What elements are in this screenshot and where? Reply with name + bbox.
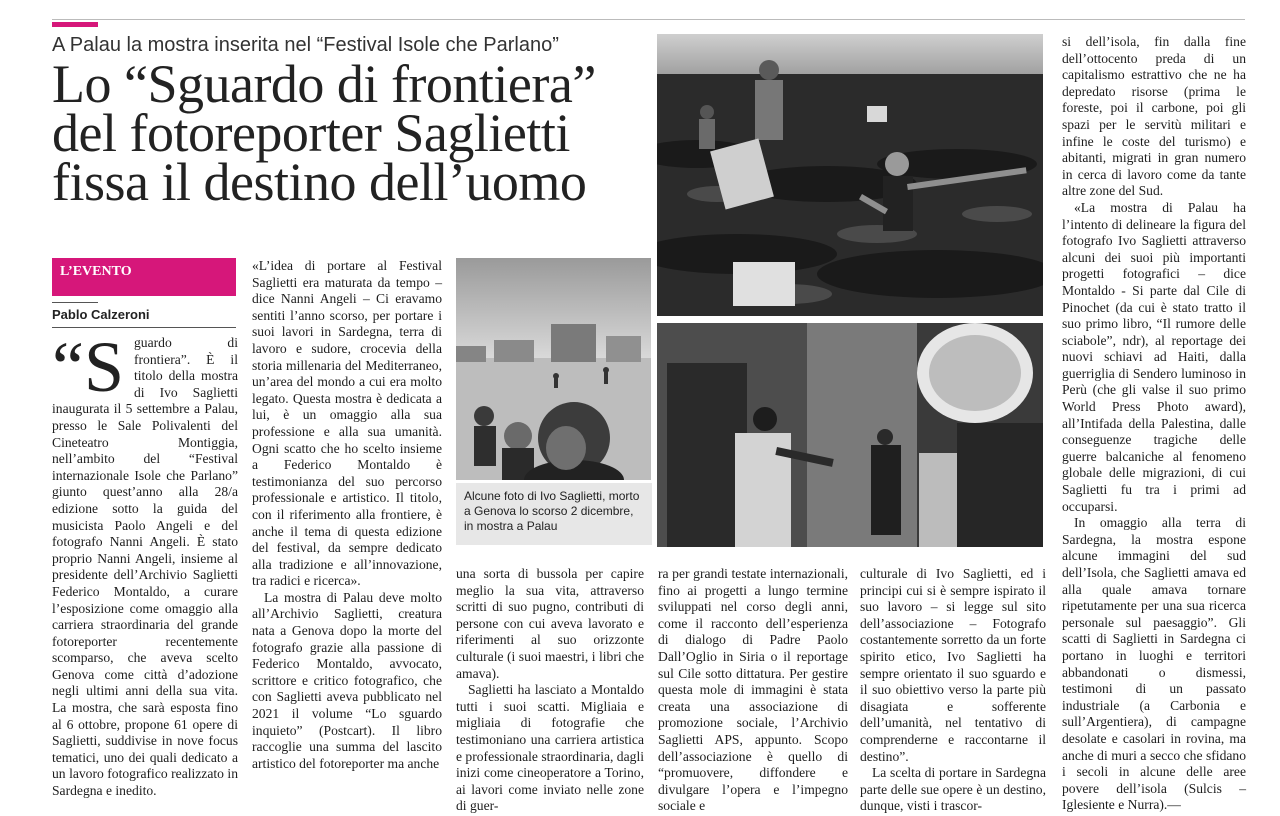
article-column-5 bbox=[860, 566, 1046, 815]
article-column-3 bbox=[456, 566, 644, 815]
top-rule bbox=[52, 19, 1245, 20]
photo-caption: Alcune foto di Ivo Saglietti, morto a Genova lo scorso 2 dicembre, in mostra a Palau bbox=[456, 483, 652, 545]
section-label: L’EVENTO bbox=[52, 258, 236, 296]
headline-line-2: del fotoreporter Saglietti bbox=[52, 103, 570, 163]
article-column-1 bbox=[52, 327, 238, 800]
column-5-paragraph-1: culturale di Ivo Saglietti, ed i principi cui si è sempre ispirato il suo lavoro – si legge sul sito dell’associazione – Fotografo costantemente sorretto da un forte spirito etico, Ivo Saglietti ha sempre orientato il suo sguardo e il suo obiettivo verso la parte più disagiata e sofferente dell’umanità, nel tentativo di comprenderne e raccontarne il destino”. bbox=[860, 566, 1046, 764]
column-3-paragraph-2: Saglietti ha lasciato a Montaldo tutti i suoi scatti. Migliaia e migliaia di fotografie che testimoniano una carriera artistica e professionale straordinaria, dagli inizi come cineoperatore a Torino, ai lavori come inviato nelle zone di guer- bbox=[456, 682, 644, 814]
column-5-paragraph-2: La scelta di portare in Sardegna parte delle sue opere è un destino, dunque, visti i trascor- bbox=[860, 765, 1046, 814]
author-byline: Pablo Calzeroni bbox=[52, 307, 150, 322]
drop-cap bbox=[52, 327, 132, 407]
headline-line-3: fissa il destino dell’uomo bbox=[52, 152, 587, 212]
headline bbox=[52, 54, 652, 212]
photo-children-field bbox=[456, 258, 651, 480]
column-6-paragraph-1: si dell’isola, fin dalla fine dell’ottocento preda di un capitalismo estrattivo che ne ha depredato risorse (prima le foreste, poi il carbone, poi gli spazi per le servitù militari e infine le coste del turismo) e abitanti, migrati in gran numero in cerca di lavoro come da tante altre zone del Sud. bbox=[1062, 34, 1246, 199]
photo-violinist bbox=[657, 323, 1043, 547]
drop-cap-letter: S bbox=[83, 327, 125, 407]
headline-line-1: Lo “Sguardo di frontiera” bbox=[52, 54, 596, 114]
accent-bar bbox=[52, 22, 98, 27]
column-6-paragraph-2: «La mostra di Palau ha l’intento di delineare la figura del fotografo Ivo Saglietti attraverso alcuni dei suoi più importanti progetti fotografici – dice Montaldo - Si parte dal Cile di Pinochet (da cui è stato tratto il suo primo libro, “Il rumore delle sciabole”, ndr), al reportage dei nuovi schiavi ad Haiti, dalla guerriglia di Sendero luminoso in Perù (che gli valse il suo primo World Press Photo award), all’Intifada della Palestina, dalle conseguenze tragiche delle guerre balcaniche al fenomeno globale delle migrazioni, di cui Saglietti fu tra i primi ad occuparsi. bbox=[1062, 199, 1246, 514]
column-4-text: ra per grandi testate internazionali, fino ai progetti a lungo termine sviluppati nel corso degli anni, come il racconto dell’esperienza di dialogo di Padre Paolo Dall’Oglio in Siria o il reportage sul Cile sotto dittatura. Per gestire questa mole di immagini è stata creata una associazione di promozione sociale, l’Archivio Saglietti APS, appunto. Scopo dell’associazione è quello di “promuovere, diffondere e divulgare l’opera e l’impegno sociale e bbox=[658, 566, 848, 814]
photo-field-workers bbox=[657, 34, 1043, 316]
column-2-paragraph-2: La mostra di Palau deve molto all’Archivio Saglietti, creatura nata a Genova dopo la morte del fotografo grazie alla passione di Federico Montaldo, avvocato, scrittore e critico fotografico, che con Saglietti aveva pubblicato nel 2021 il volume “Lo sguardo inquieto” (Postcart). Il libro raccoglie una summa del lascito artistico del fotoreporter ma anche bbox=[252, 589, 442, 771]
author-top-rule bbox=[52, 302, 98, 303]
article-column-2 bbox=[252, 258, 442, 772]
article-column-6 bbox=[1062, 34, 1246, 814]
column-1-text: guardo di frontiera”. È il titolo della mostra di Ivo Saglietti inaugurata il 5 settembre a Palau, presso le Sale Polivalenti del Cineteatro Montiggia, nell’ambito del “Festival internazionale Isole che Parlano” giunto quest’anno alla 28/a edizione sotto la guida del musicista Paolo Angeli e del fotografo Nanni Angeli. È stato proprio Nanni Angeli, insieme al presidente dell’Archivio Saglietti Federico Montaldo, a curare l’esposizione come omaggio alla carriera straordinaria del grande fotoreporter recentemente scomparso, che aveva scelto Genova come città d’adozione negli ultimi anni della sua vita. La mostra, che sarà esposta fino al 6 ottobre, propone 61 opere di Saglietti, suddivise in nove focus tematici, uno dei quali dedicato a un lavoro fotografico realizzato in Sardegna e inedito. bbox=[52, 335, 238, 799]
column-2-paragraph-1: «L’idea di portare al Festival Saglietti era maturata da tempo – dice Nanni Angeli – Ci eravamo sentiti l’anno scorso, per portare i suoi lavori in Sardegna, terra di lavoro e sudore, crocevia della storia millenaria del Mediterraneo, un’area del mondo a cui era molto legato. Questa mostra è dedicata a lui, è un omaggio alla sua professione e alla sua umanità. Ogni scatto che ho scelto insieme a Federico Montaldo è testimonianza del suo percorso professionale e artistico. Il titolo, con il riferimento alla frontiere, è anche il tema di questa edizione del festival, da sempre dedicato alla tradizione e all’innovazione, tra radici e ricerca». bbox=[252, 258, 442, 589]
column-6-paragraph-3: In omaggio alla terra di Sardegna, la mostra espone alcune immagini del sud dell’Isola, che Saglietti amava ed alla quale amava tornare ripetutamente per una sua ricerca personale sul paesaggio”. Gli scatti di Saglietti in Sardegna ci portano in luoghi e territori abbandonati o dismessi, testimoni di un passato industriale (a Carbonia e sull’Argentiera), di campagne desolate e casolari in rovina, ma anche di muri a secco che sfidano i secoli in alcune delle aree povere dell’isola (Sulcis – Iglesiente e Nurra).— bbox=[1062, 515, 1246, 813]
article-column-4 bbox=[658, 566, 848, 815]
drop-cap-quote: “ bbox=[52, 327, 84, 407]
kicker: A Palau la mostra inserita nel “Festival Isole che Parlano” bbox=[52, 34, 559, 56]
column-3-paragraph-1: una sorta di bussola per capire meglio la sua vita, attraverso scritti di suo pugno, contributi di persone con cui aveva lavorato e riferimenti al suo orizzonte culturale (i suoi maestri, i libri che amava). bbox=[456, 566, 644, 681]
